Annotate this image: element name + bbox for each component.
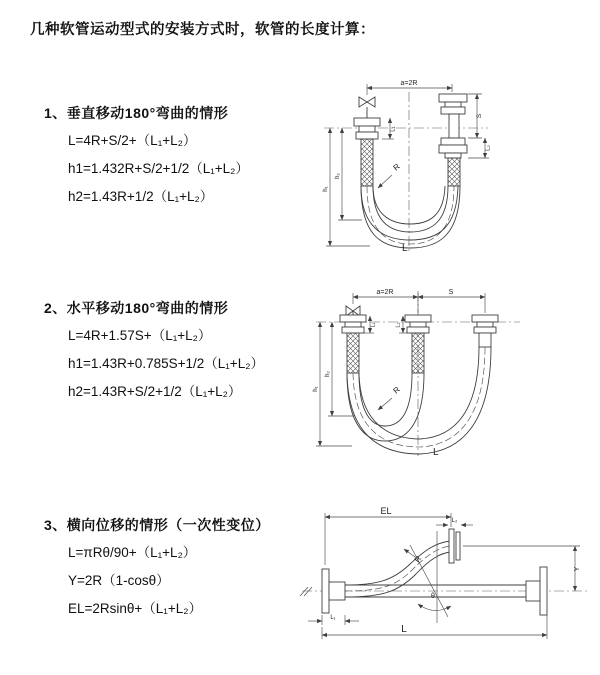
dimension-annotations	[313, 289, 485, 446]
section-1-heading: 1、垂直移动180°弯曲的情形	[44, 105, 229, 121]
right-flange-positions	[439, 94, 467, 186]
left-flange	[340, 315, 366, 373]
dim-label-length: L	[402, 243, 408, 254]
upper-flange-displaced	[449, 529, 460, 563]
dim-label-h1: h₁	[323, 186, 329, 192]
dim-label-h2: h₂	[335, 173, 341, 179]
dim-label-el: EL	[380, 506, 392, 516]
braided-hose-section	[412, 333, 424, 373]
dim-label-length: L	[433, 447, 439, 458]
formula-h1: h1=1.43R+0.785S+1/2（L₁+L₂）	[68, 356, 264, 371]
dim-label-radius: R	[391, 384, 402, 396]
braided-hose-section	[347, 333, 359, 373]
section-horizontal-bend	[44, 298, 314, 406]
formula-length: L=πRθ/90+（L₁+L₂）	[68, 545, 197, 560]
left-flange	[354, 118, 380, 186]
dim-label-l2: L₂	[451, 518, 458, 524]
dim-label-radius: R	[412, 554, 424, 565]
centerlines	[324, 92, 488, 252]
formula-h2: h2=1.43R+S/2+1/2（L₁+L₂）	[68, 384, 242, 399]
braided-hose-section	[448, 158, 460, 186]
valve-icon	[346, 306, 360, 316]
radius-leader	[378, 385, 402, 410]
valve-icon	[359, 97, 375, 118]
dim-label-radius: R	[391, 161, 402, 173]
s-curve-hose-displaced-position	[345, 541, 451, 597]
section-3-heading: 3、横向位移的情形（一次性变位）	[44, 517, 270, 533]
formula-h1: h1=1.432R+S/2+1/2（L₁+L₂）	[68, 161, 249, 176]
dim-label-l2: L₂	[395, 322, 402, 328]
diagram-horizontal-180-bend	[308, 286, 528, 460]
dim-label-theta: θ	[431, 593, 435, 600]
dim-label-h2: h₂	[325, 371, 331, 377]
formula-length: L=4R+1.57S+（L₁+L₂）	[68, 328, 212, 343]
formula-h2: h2=1.43R+1/2（L₁+L₂）	[68, 189, 214, 204]
left-flange	[322, 569, 345, 613]
dim-label-l1: L₁	[390, 126, 397, 132]
section-vertical-bend	[44, 103, 314, 211]
centerline-break-mark	[300, 587, 312, 596]
right-flange-moved-position	[472, 315, 498, 347]
dim-label-a2r: a=2R	[376, 289, 394, 296]
radius-leader	[404, 549, 423, 564]
dim-label-h1: h₁	[313, 386, 319, 392]
dim-label-l1: L₁	[370, 322, 377, 328]
dimension-annotations	[323, 80, 492, 246]
diagram-vertical-180-bend	[312, 74, 524, 254]
formula-y: Y=2R（1-cosθ）	[68, 573, 170, 588]
dim-label-length: L	[401, 624, 407, 635]
section-2-heading: 2、水平移动180°弯曲的情形	[44, 300, 229, 316]
formula-length: L=4R+S/2+（L₁+L₂）	[68, 133, 197, 148]
radius-leader	[378, 162, 402, 188]
diagram-lateral-displacement	[298, 503, 592, 649]
section-lateral-displacement	[44, 515, 314, 623]
dim-label-y: Y	[574, 566, 581, 572]
right-flange	[526, 567, 547, 615]
dim-label-s: S	[448, 289, 454, 296]
formula-el: EL=2Rsinθ+（L₁+L₂）	[68, 601, 202, 616]
dim-label-l2: L₂	[485, 145, 492, 151]
braided-hose-section	[361, 139, 373, 186]
dim-label-l1: L₁	[330, 615, 336, 621]
angle-theta-construction	[410, 531, 451, 623]
dim-label-s: S	[476, 113, 483, 119]
dim-label-a2r: a=2R	[400, 80, 418, 87]
u-bend-hose	[361, 186, 460, 248]
middle-flange	[405, 315, 431, 373]
page-title: 几种软管运动型式的安装方式时，软管的长度计算：	[30, 22, 375, 38]
